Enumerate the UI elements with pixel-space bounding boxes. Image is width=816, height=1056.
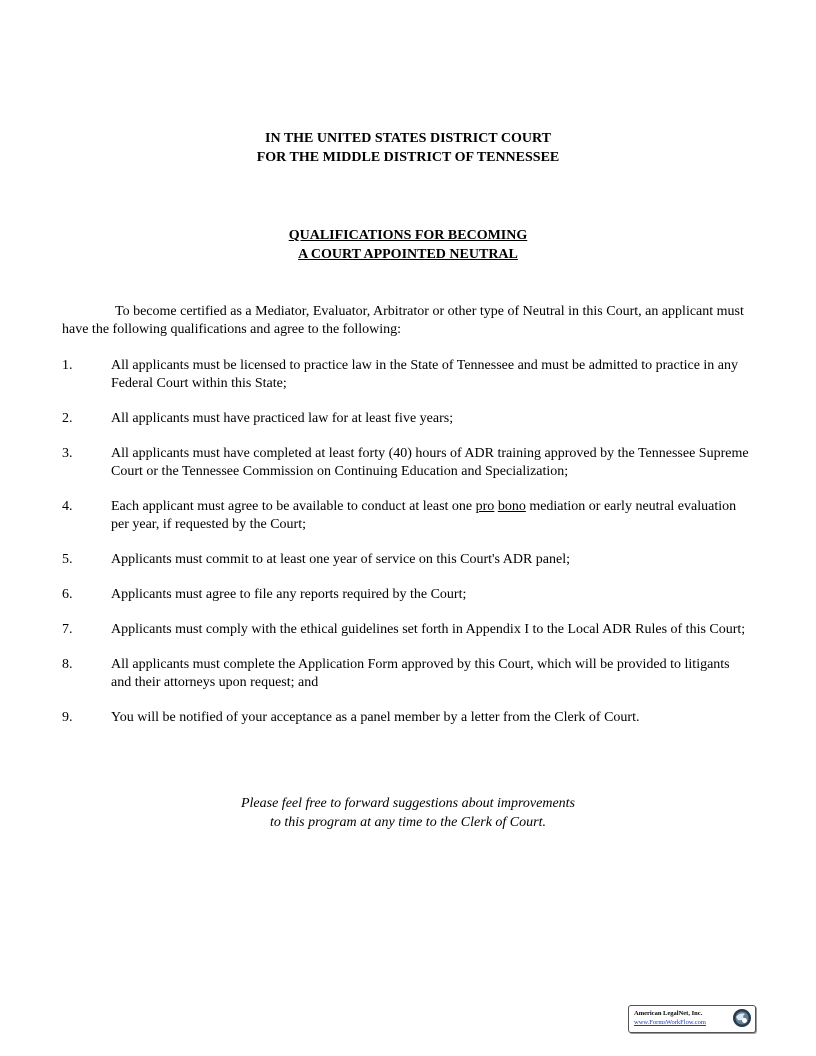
court-header [0, 129, 816, 167]
item-number: 5. [62, 552, 73, 567]
list-item [62, 551, 752, 569]
item-number: 1. [62, 358, 73, 373]
item-text-before: Each applicant must agree to be available to conduct at least one [111, 499, 476, 514]
item-number: 9. [62, 710, 73, 725]
list-item [62, 410, 752, 428]
item-number: 7. [62, 622, 73, 637]
item-number: 8. [62, 657, 73, 672]
list-item [62, 656, 752, 692]
item-number: 2. [62, 411, 73, 426]
item-text: Applicants must commit to at least one year of service on this Court's ADR panel; [111, 552, 570, 567]
globe-icon [732, 1008, 752, 1028]
item-number: 3. [62, 446, 73, 461]
court-header-line-2: FOR THE MIDDLE DISTRICT OF TENNESSEE [256, 150, 560, 165]
footer-logo[interactable] [628, 1005, 756, 1033]
list-item [62, 586, 752, 604]
item-text-after: mediation or early neutral evaluation per year, if requested by the Court; [111, 499, 737, 532]
intro-text: To become certified as a Mediator, Evaluator, Arbitrator or other type of Neutral in this Court, an applicant must have the following qualifications and agree to the following: [62, 304, 744, 337]
document-title [0, 226, 816, 264]
list-item [62, 498, 752, 534]
item-text: Applicants must agree to file any reports required by the Court; [111, 587, 467, 602]
court-header-line-1: IN THE UNITED STATES DISTRICT COURT [265, 131, 551, 146]
item-number: 4. [62, 499, 73, 514]
qualifications-list [62, 357, 752, 744]
item-text: All applicants must have practiced law for at least five years; [111, 411, 454, 426]
item-number: 6. [62, 587, 73, 602]
item-text: All applicants must complete the Application Form approved by this Court, which will be provided to litigants and their attorneys upon request; and [111, 657, 730, 690]
intro-paragraph [62, 303, 752, 339]
title-line-1: QUALIFICATIONS FOR BECOMING [288, 228, 528, 243]
closing-line-2: to this program at any time to the Clerk of Court. [270, 815, 546, 830]
bono-underlined: bono [497, 499, 526, 514]
list-item [62, 709, 752, 727]
list-item [62, 621, 752, 639]
list-item [62, 445, 752, 481]
item-text: Applicants must comply with the ethical guidelines set forth in Appendix I to the Local ADR Rules of this Court; [111, 622, 746, 637]
pro-underlined: pro [475, 499, 495, 514]
logo-url-link[interactable]: www.FormsWorkFlow.com [634, 1019, 706, 1026]
list-item [62, 357, 752, 393]
closing-line-1: Please feel free to forward suggestions about improvements [240, 796, 575, 811]
title-line-2: A COURT APPOINTED NEUTRAL [298, 247, 518, 262]
closing-note [0, 794, 816, 832]
item-text: You will be notified of your acceptance as a panel member by a letter from the Clerk of Court. [111, 710, 640, 725]
item-text: All applicants must have completed at least forty (40) hours of ADR training approved by the Tennessee Supreme Court or the Tennessee Commission on Continuing Education and Specialization; [111, 446, 749, 479]
item-text: All applicants must be licensed to practice law in the State of Tennessee and must be admitted to practice in any Federal Court within this State; [111, 358, 739, 391]
logo-company-name: American LegalNet, Inc. [634, 1010, 703, 1017]
